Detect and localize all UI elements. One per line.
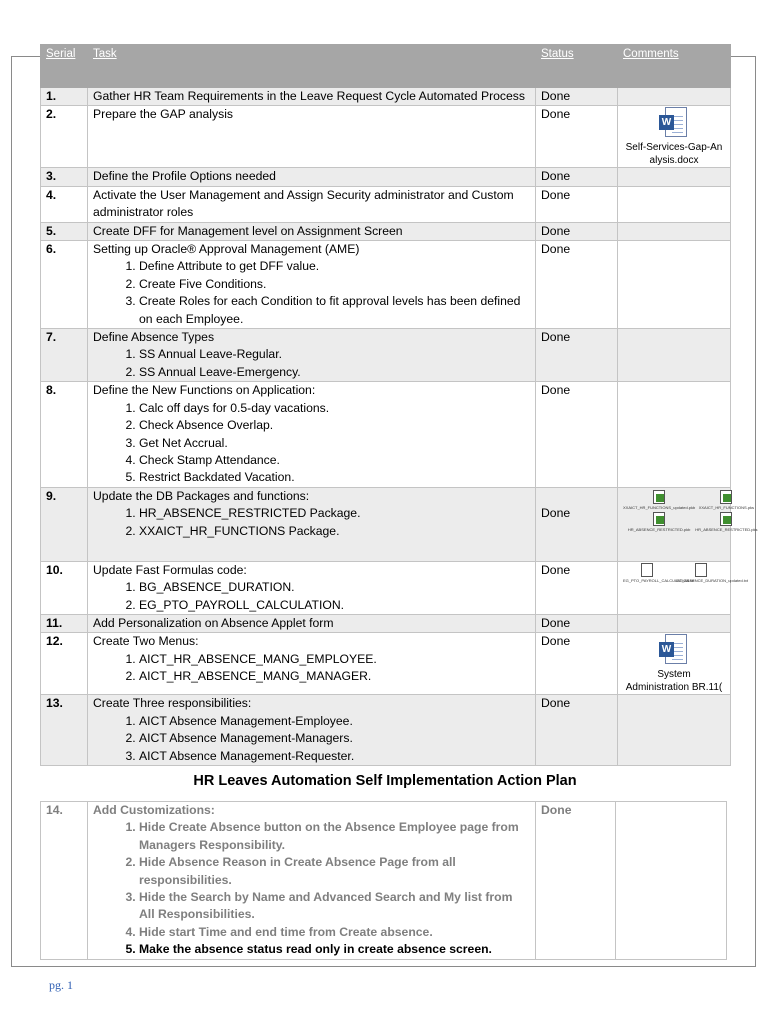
row-serial: 2. bbox=[41, 106, 88, 168]
attachment-name: XXAICT_HR_FUNCTIONS_updated.pkb bbox=[623, 504, 696, 510]
list-item: 2. Check Absence Overlap. bbox=[139, 417, 530, 434]
package-file-icon bbox=[720, 490, 732, 504]
list-item: 2. Create Five Conditions. bbox=[139, 276, 530, 293]
list-item: 4. Hide start Time and end time from Create absence. bbox=[139, 924, 530, 941]
row-comments bbox=[618, 382, 731, 487]
text-file-icon bbox=[641, 563, 653, 577]
row-status: Done bbox=[536, 168, 618, 186]
table-row bbox=[41, 88, 731, 106]
package-attachments bbox=[623, 488, 758, 532]
list-item: 2. AICT_HR_ABSENCE_MANG_MANAGER. bbox=[139, 668, 530, 685]
table-row bbox=[41, 168, 731, 186]
list-item: 1. AICT Absence Management-Employee. bbox=[139, 713, 530, 730]
word-doc-icon: W bbox=[659, 634, 689, 666]
row-status: Done bbox=[536, 186, 618, 222]
row-task bbox=[88, 329, 536, 382]
task-subitems bbox=[93, 579, 530, 614]
row-task: Add Personalization on Absence Applet form bbox=[88, 614, 536, 632]
row-task: Gather HR Team Requirements in the Leave Request Cycle Automated Process bbox=[88, 88, 536, 106]
customizations-table bbox=[40, 801, 727, 960]
table-header-row bbox=[41, 45, 731, 88]
list-item: 1. AICT_HR_ABSENCE_MANG_EMPLOYEE. bbox=[139, 651, 530, 668]
list-item: 3. Hide the Search by Name and Advanced Search and My list from All Responsibilities. bbox=[139, 889, 530, 924]
row-comments bbox=[618, 329, 731, 382]
row-serial: 13. bbox=[41, 695, 88, 766]
section-title: HR Leaves Automation Self Implementation Action Plan bbox=[193, 773, 577, 789]
row-comments bbox=[618, 106, 731, 168]
task-subitems bbox=[93, 651, 530, 686]
row-task bbox=[88, 695, 536, 766]
row-serial: 4. bbox=[41, 186, 88, 222]
attachment-name: HR_ABSENCE_RESTRICTED.pkb bbox=[627, 526, 691, 532]
task-subitems bbox=[93, 346, 530, 381]
action-plan-table bbox=[40, 44, 758, 766]
list-item: 3. AICT Absence Management-Requester. bbox=[139, 748, 530, 765]
package-file-icon bbox=[653, 490, 665, 504]
attachment-name-line2: alysis.docx bbox=[649, 155, 699, 167]
row-task bbox=[88, 633, 536, 695]
row-status: Done bbox=[536, 382, 618, 487]
list-item: 4. Check Stamp Attendance. bbox=[139, 452, 530, 469]
package-file-icon bbox=[720, 512, 732, 526]
row-status: Done bbox=[536, 633, 618, 695]
sysadmin-br110-attachment[interactable] bbox=[623, 633, 725, 694]
table-row bbox=[41, 561, 731, 614]
package-file-attachment[interactable] bbox=[695, 512, 757, 532]
task-subitems bbox=[93, 505, 530, 540]
row-serial: 14. bbox=[41, 802, 88, 960]
row-status: Done bbox=[536, 329, 618, 382]
package-file-icon bbox=[653, 512, 665, 526]
task-subitems bbox=[93, 400, 530, 487]
row-task bbox=[88, 802, 536, 960]
task-title: Define the New Functions on Application: bbox=[93, 383, 316, 398]
row-task bbox=[88, 382, 536, 487]
row-status: Done bbox=[536, 802, 616, 960]
attachment-name: HR_ABSENCE_RESTRICTED.pks bbox=[695, 526, 758, 532]
table-row bbox=[41, 329, 731, 382]
header-serial: Serial bbox=[41, 45, 88, 88]
list-item: 2. Hide Absence Reason in Create Absence Page from all responsibilities. bbox=[139, 854, 530, 889]
package-file-attachment[interactable] bbox=[623, 512, 695, 532]
table-row bbox=[41, 222, 731, 240]
table-row bbox=[41, 614, 731, 632]
attachment-name: XXAICT_HR_FUNCTIONS.pks bbox=[698, 504, 755, 510]
row-task: Create DFF for Management level on Assignment Screen bbox=[88, 222, 536, 240]
task-title: Add Customizations: bbox=[93, 803, 215, 817]
row-task bbox=[88, 241, 536, 329]
header-status: Status bbox=[536, 45, 618, 88]
table-row bbox=[41, 633, 731, 695]
row-comments bbox=[618, 222, 731, 240]
table-row bbox=[41, 802, 727, 960]
row-comments bbox=[618, 561, 749, 614]
attachment-name: BG_ABSENCE_DURATION_updated.txt bbox=[676, 577, 749, 583]
list-item: 2. EG_PTO_PAYROLL_CALCULATION. bbox=[139, 597, 530, 614]
table-row bbox=[41, 695, 731, 766]
list-item: 1. Hide Create Absence button on the Absence Employee page from Managers Responsibility. bbox=[139, 819, 530, 854]
row-status: Done bbox=[536, 222, 618, 240]
gap-analysis-attachment[interactable] bbox=[623, 106, 725, 167]
row-serial: 12. bbox=[41, 633, 88, 695]
attachment-name: EG_PTO_PAYROLL_CALCULATION.txt bbox=[623, 577, 695, 583]
row-serial: 6. bbox=[41, 241, 88, 329]
row-serial: 9. bbox=[41, 487, 88, 561]
list-item: 1. BG_ABSENCE_DURATION. bbox=[139, 579, 530, 596]
row-serial: 5. bbox=[41, 222, 88, 240]
text-file-attachment[interactable] bbox=[623, 563, 695, 583]
row-status: Done bbox=[536, 487, 618, 561]
list-item: 5. Make the absence status read only in create absence screen. bbox=[139, 941, 530, 958]
row-status: Done bbox=[536, 695, 618, 766]
row-serial: 8. bbox=[41, 382, 88, 487]
row-comments bbox=[616, 802, 727, 960]
row-comments bbox=[618, 614, 731, 632]
row-comments bbox=[618, 695, 731, 766]
row-task: Prepare the GAP analysis bbox=[88, 106, 536, 168]
row-serial: 7. bbox=[41, 329, 88, 382]
attachment-name-line2: Administration BR.11( bbox=[625, 682, 723, 694]
row-status: Done bbox=[536, 561, 618, 614]
task-title: Create Two Menus: bbox=[93, 634, 199, 649]
row-serial: 1. bbox=[41, 88, 88, 106]
row-comments bbox=[618, 168, 731, 186]
row-comments bbox=[618, 241, 731, 329]
list-item: 2. AICT Absence Management-Managers. bbox=[139, 730, 530, 747]
row-task: Activate the User Management and Assign Security administrator and Custom administrator roles bbox=[88, 186, 536, 222]
list-item: 2. SS Annual Leave-Emergency. bbox=[139, 364, 530, 381]
table-row bbox=[41, 487, 731, 561]
task-title: Update Fast Formulas code: bbox=[93, 562, 247, 577]
table-row bbox=[41, 186, 731, 222]
row-task bbox=[88, 487, 536, 561]
row-task bbox=[88, 561, 536, 614]
text-file-attachment[interactable] bbox=[676, 563, 749, 583]
row-task: Define the Profile Options needed bbox=[88, 168, 536, 186]
attachment-name-line1: System bbox=[657, 669, 691, 681]
header-comments: Comments bbox=[618, 45, 731, 88]
page-number: pg. 1 bbox=[49, 978, 73, 992]
row-serial: 11. bbox=[41, 614, 88, 632]
row-comments bbox=[618, 88, 731, 106]
package-file-attachment[interactable] bbox=[623, 490, 695, 510]
table-row bbox=[41, 241, 731, 329]
list-item: 2. XXAICT_HR_FUNCTIONS Package. bbox=[139, 523, 530, 540]
row-comments bbox=[618, 633, 731, 695]
task-title: Update the DB Packages and functions: bbox=[93, 488, 310, 503]
text-file-icon bbox=[695, 563, 707, 577]
list-item: 3. Create Roles for each Condition to fit approval levels has been defined on each Employee. bbox=[139, 293, 530, 328]
list-item: 1. HR_ABSENCE_RESTRICTED Package. bbox=[139, 505, 530, 522]
row-status: Done bbox=[536, 106, 618, 168]
list-item: 1. Calc off days for 0.5-day vacations. bbox=[139, 400, 530, 417]
table-row bbox=[41, 382, 731, 487]
row-serial: 3. bbox=[41, 168, 88, 186]
header-task: Task bbox=[88, 45, 536, 88]
formula-attachments bbox=[623, 562, 749, 583]
row-comments bbox=[618, 186, 731, 222]
list-item: 1. SS Annual Leave-Regular. bbox=[139, 346, 530, 363]
task-subitems bbox=[93, 258, 530, 328]
task-title: Define Absence Types bbox=[93, 330, 215, 345]
table-row bbox=[41, 106, 731, 168]
word-doc-icon: W bbox=[659, 107, 689, 139]
row-comments bbox=[618, 487, 758, 561]
task-subitems bbox=[93, 819, 530, 958]
task-subitems bbox=[93, 713, 530, 765]
row-status: Done bbox=[536, 88, 618, 106]
task-title: Setting up Oracle® Approval Management (AME) bbox=[93, 242, 360, 257]
task-title: Create Three responsibilities: bbox=[93, 696, 252, 711]
attachment-name-line1: Self-Services-Gap-An bbox=[625, 142, 723, 154]
row-serial: 10. bbox=[41, 561, 88, 614]
row-status: Done bbox=[536, 241, 618, 329]
row-status: Done bbox=[536, 614, 618, 632]
list-item: 3. Get Net Accrual. bbox=[139, 435, 530, 452]
package-file-attachment[interactable] bbox=[695, 490, 757, 510]
list-item: 5. Restrict Backdated Vacation. bbox=[139, 469, 530, 486]
list-item: 1. Define Attribute to get DFF value. bbox=[139, 258, 530, 275]
